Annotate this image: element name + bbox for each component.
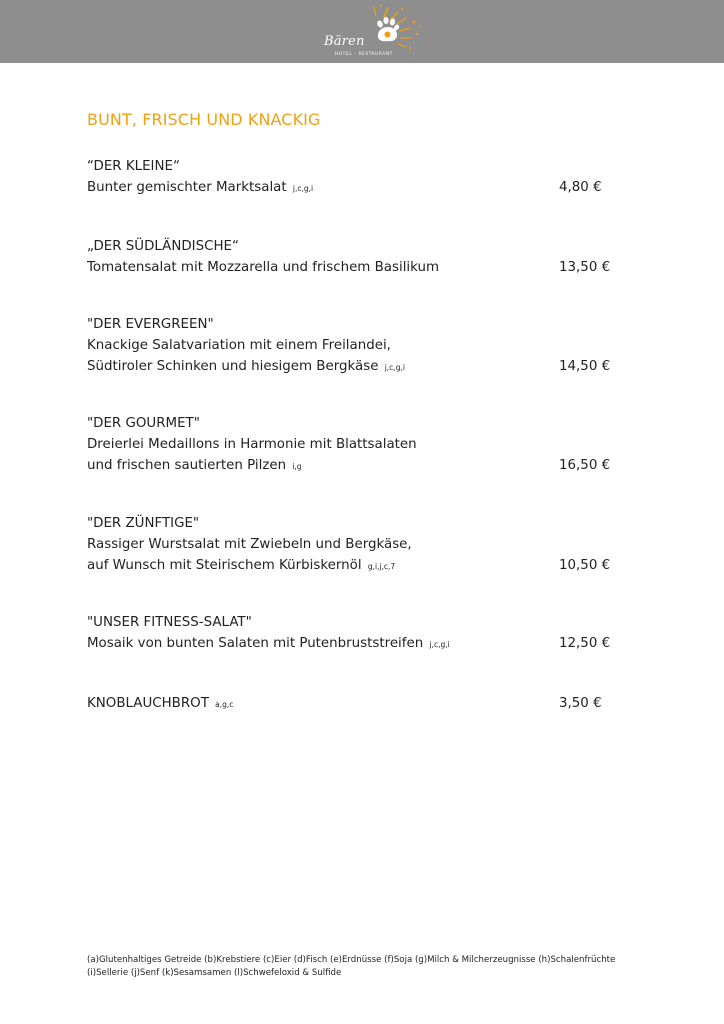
- description-text: Rassiger Wurstsalat mit Zwiebeln und Bergkäse,: [87, 537, 412, 552]
- legend-line: (a)Glutenhaltiges Getreide (b)Krebstiere (c)Eier (d)Fisch (e)Erdnüsse (f)Soja (g)Milch & Milcherzeugnisse (h)Schalenfrüchte: [87, 955, 616, 965]
- description-text: Dreierlei Medaillons in Harmonie mit Blattsalaten: [87, 437, 417, 452]
- description-text: Knackige Salatvariation mit einem Freilandei,: [87, 338, 391, 353]
- menu-item-der-evergreen: [87, 314, 617, 378]
- item-description: [87, 555, 617, 577]
- item-price: 14,50 €: [559, 359, 611, 374]
- brand-name: Bären: [324, 34, 365, 49]
- item-price: 16,50 €: [559, 458, 611, 473]
- item-name: "DER EVERGREEN": [87, 317, 214, 332]
- description-text: Bunter gemischter Marktsalat: [87, 180, 287, 195]
- allergen-codes: i,g: [292, 462, 302, 471]
- menu-item-der-gourmet: [87, 413, 617, 477]
- item-price: 12,50 €: [559, 636, 611, 651]
- menu-item-der-kleine: [87, 156, 617, 199]
- allergen-legend: [87, 954, 615, 980]
- description-text: und frischen sautierten Pilzen: [87, 458, 287, 473]
- item-description: [87, 257, 617, 278]
- item-description: [87, 177, 617, 199]
- description-text: Mosaik von bunten Salaten mit Putenbruststreifen: [87, 636, 424, 651]
- allergen-codes: g,i,j,c,7: [367, 562, 396, 571]
- menu-item-der-suedlaendische: [87, 236, 617, 278]
- item-price: 10,50 €: [559, 558, 611, 573]
- legend-line: (i)Sellerie (j)Senf (k)Sesamsamen (l)Schwefeloxid & Sulfide: [87, 968, 342, 978]
- item-description: [87, 633, 617, 655]
- menu-item-unser-fitness-salat: [87, 612, 617, 655]
- item-price: 4,80 €: [559, 180, 602, 195]
- description-text: Tomatensalat mit Mozzarella und frischem Basilikum: [87, 260, 440, 275]
- item-name: "DER GOURMET": [87, 416, 200, 431]
- brand-subtitle: HOTEL · RESTAURANT: [335, 51, 394, 56]
- item-description: [87, 534, 617, 555]
- item-name: "DER ZÜNFTIGE": [87, 516, 200, 531]
- description-text: Südtiroler Schinken und hiesigem Bergkäse: [87, 359, 379, 374]
- item-name: KNOBLAUCHBROT: [87, 696, 209, 711]
- item-description: [87, 455, 617, 477]
- item-description: [87, 356, 617, 378]
- header-bar: [0, 0, 724, 63]
- allergen-codes: j,c,g,i: [429, 640, 450, 649]
- item-description: [87, 693, 617, 715]
- menu-item-der-zuenftige: [87, 513, 617, 577]
- section-title: BUNT, FRISCH UND KNACKIG: [87, 110, 321, 129]
- brand-logo: [318, 4, 428, 60]
- item-description: [87, 335, 617, 356]
- allergen-codes: j,c,g,i: [292, 184, 314, 193]
- menu-item-knoblauchbrot: [87, 693, 617, 715]
- item-price: 13,50 €: [559, 260, 611, 275]
- description-text: auf Wunsch mit Steirischem Kürbiskernöl: [87, 558, 362, 573]
- item-price: 3,50 €: [559, 696, 602, 711]
- allergen-codes: a,g,c: [215, 700, 234, 709]
- item-name: "UNSER FITNESS-SALAT": [87, 615, 252, 630]
- item-name: “DER KLEINE“: [87, 159, 180, 174]
- allergen-codes: j,c,g,i: [384, 363, 405, 372]
- item-description: [87, 434, 617, 455]
- item-name: „DER SÜDLÄNDISCHE“: [87, 239, 239, 254]
